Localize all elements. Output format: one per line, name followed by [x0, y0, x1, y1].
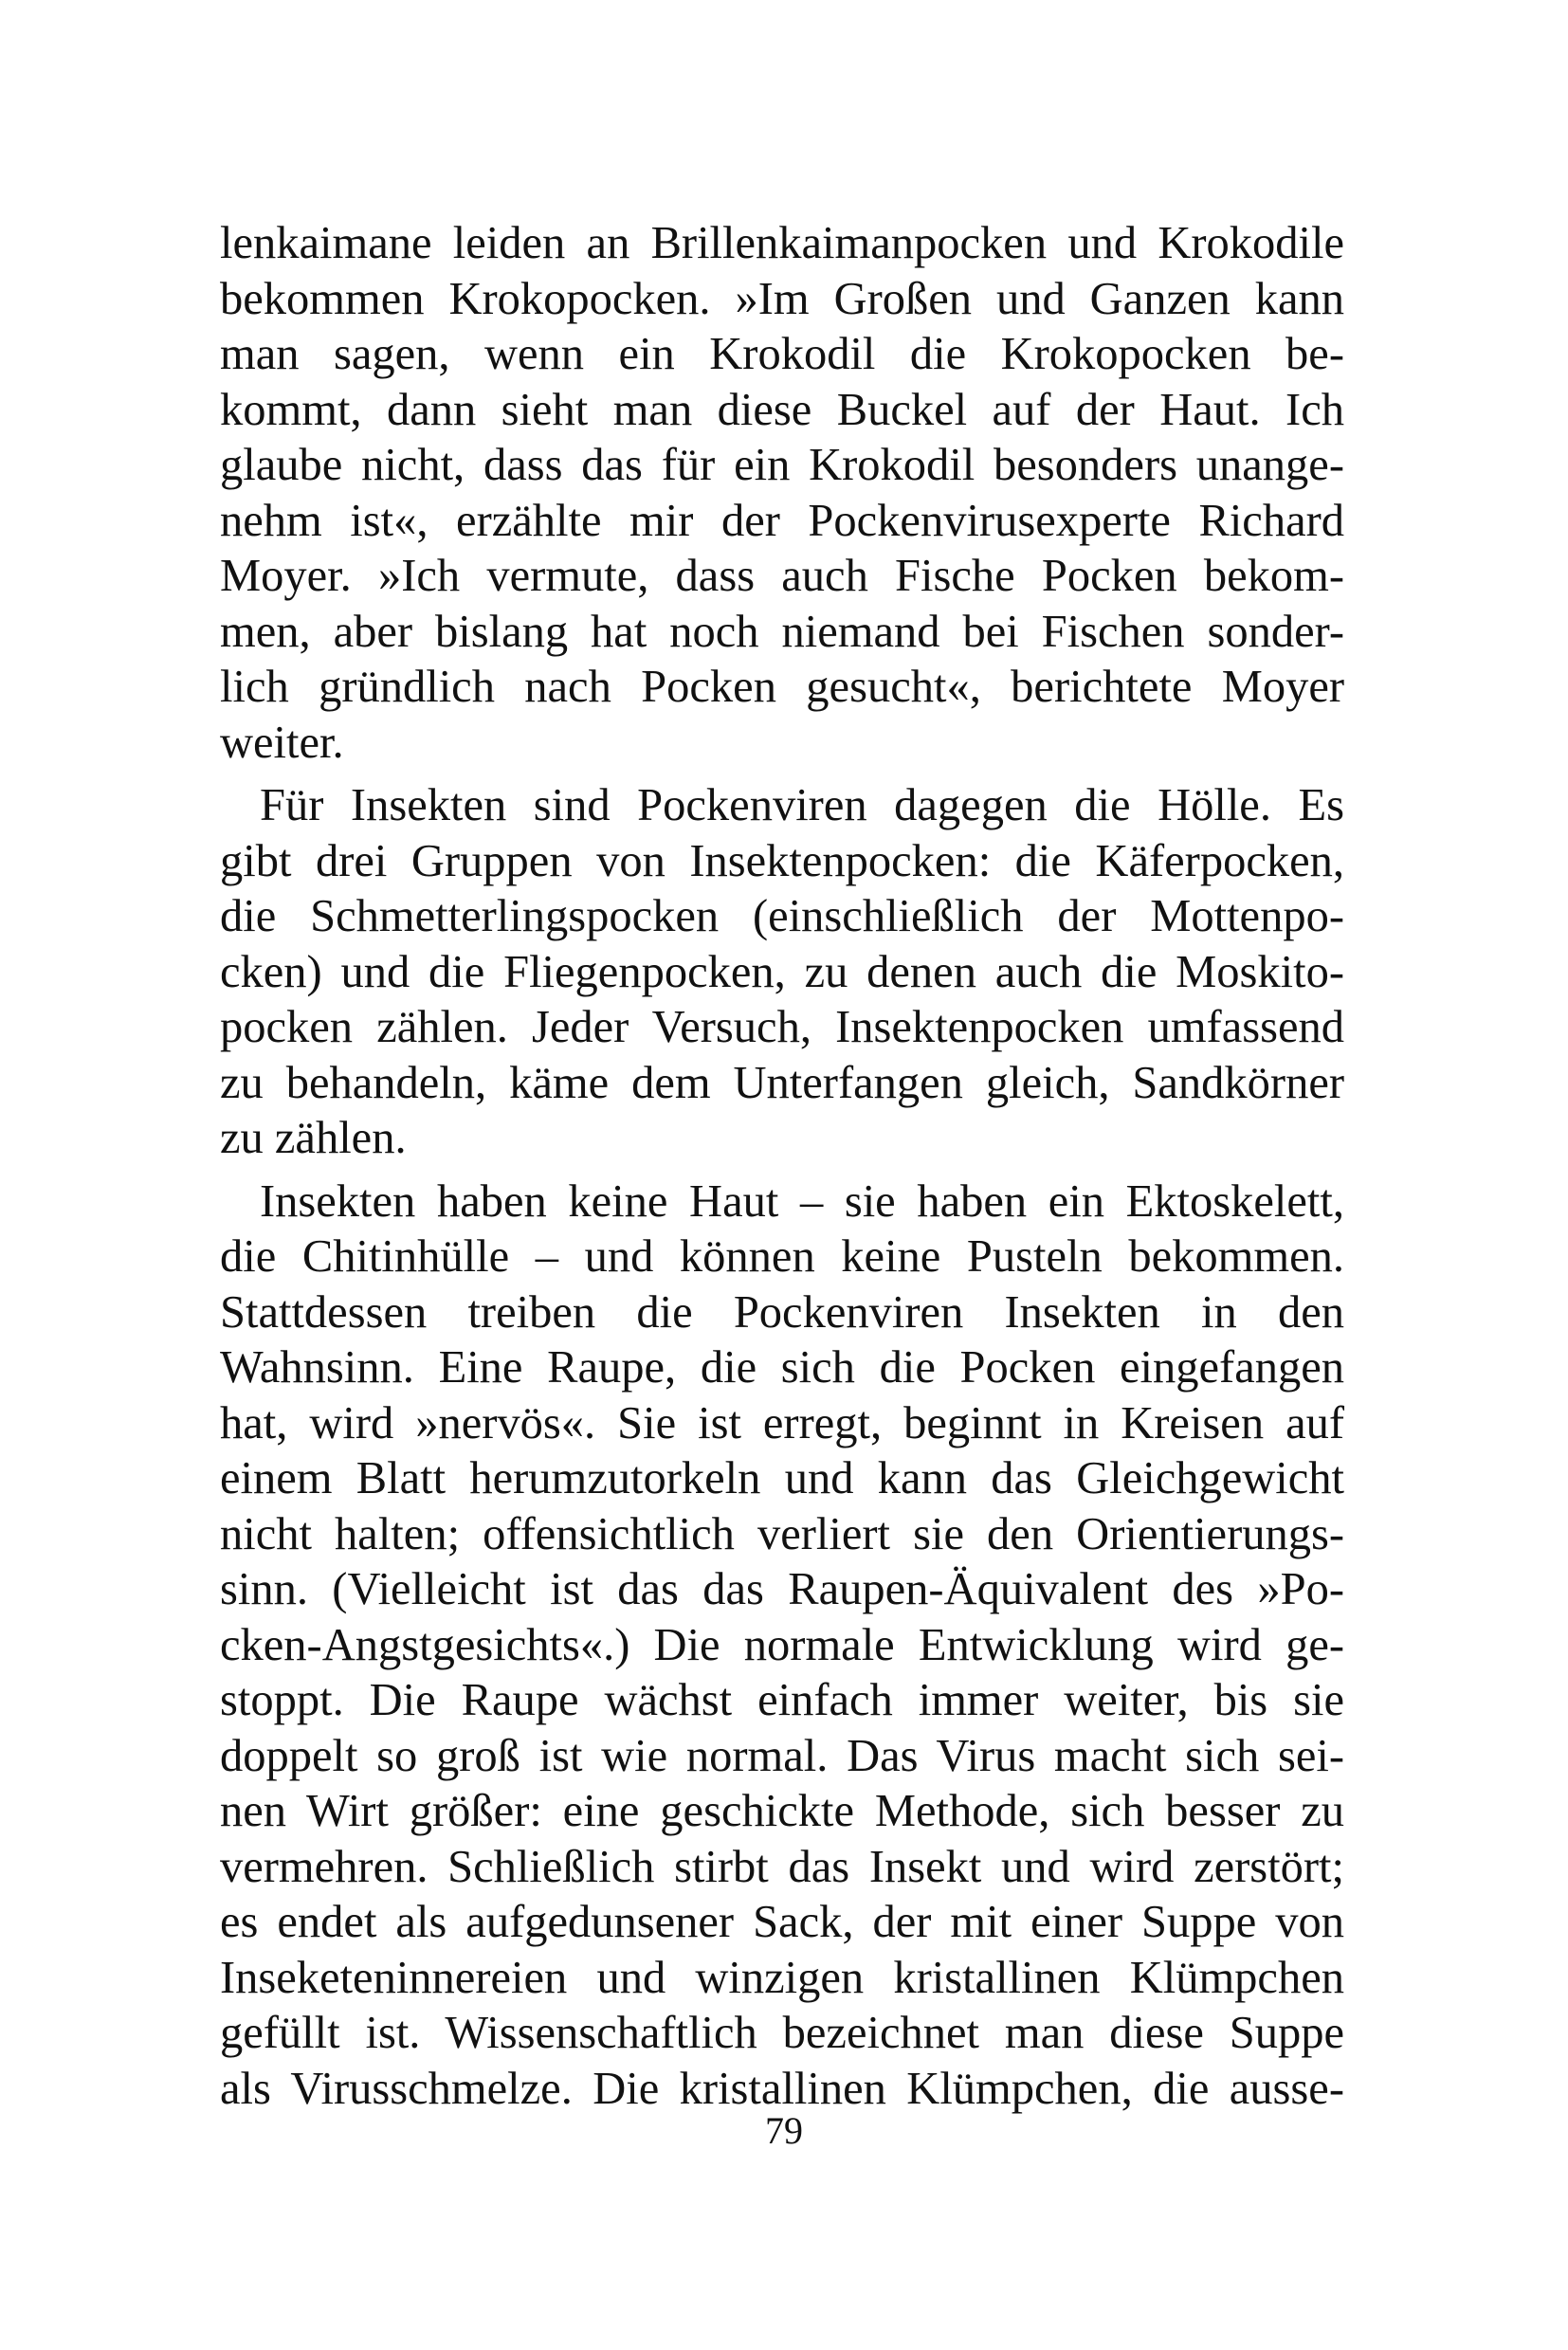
text-line: die Schmetterlingspocken (einschließlich der Mottenpo- — [220, 891, 1344, 941]
text-line: es endet als aufgedunsener Sack, der mit einer Suppe von — [220, 1897, 1344, 1947]
text-line: gefüllt ist. Wissenschaftlich bezeichnet man diese Suppe — [220, 2008, 1344, 2058]
text-line: vermehren. Schließlich stirbt das Insekt und wird zerstört; — [220, 1841, 1344, 1892]
text-line: als Virusschmelze. Die kristallinen Klümpchen, die ausse- — [220, 2063, 1344, 2114]
body-text — [220, 216, 1344, 2117]
text-line: weiter. — [220, 717, 344, 768]
text-line: Stattdessen treiben die Pockenviren Insekten in den — [220, 1286, 1344, 1338]
paragraph-3 — [220, 1175, 1344, 2118]
text-line: sinn. (Vielleicht ist das das Raupen-Äquivalent des »Po- — [220, 1564, 1344, 1614]
page-number: 79 — [765, 2109, 803, 2152]
paragraph-2 — [220, 778, 1344, 1167]
text-line: lich gründlich nach Pocken gesucht«, berichtete Moyer — [220, 662, 1344, 712]
text-line: doppelt so groß ist wie normal. Das Virus macht sich sei- — [220, 1730, 1344, 1781]
text-line: cken-Angstgesichts«.) Die normale Entwicklung wird ge- — [220, 1619, 1344, 1670]
text-line: lenkaimane leiden an Brillenkaimanpocken und Krokodile — [220, 218, 1344, 268]
text-line: Wahnsinn. Eine Raupe, die sich die Pocken eingefangen — [220, 1342, 1344, 1393]
text-line: kommt, dann sieht man diese Buckel auf der Haut. Ich — [220, 384, 1344, 435]
text-line: men, aber bislang hat noch niemand bei Fischen sonder- — [220, 606, 1344, 657]
text-line: nicht halten; offensichtlich verliert sie den Orientierungs- — [220, 1508, 1344, 1559]
text-line: bekommen Krokopocken. »Im Großen und Ganzen kann — [220, 273, 1344, 324]
text-line: gibt drei Gruppen von Insektenpocken: die Käferpocken, — [220, 835, 1344, 886]
text-line: cken) und die Fliegenpocken, zu denen auch die Moskito- — [220, 946, 1344, 997]
text-line: nen Wirt größer: eine geschickte Methode, sich besser zu — [220, 1786, 1344, 1836]
text-line: man sagen, wenn ein Krokodil die Krokopocken be- — [220, 329, 1344, 379]
text-line: einem Blatt herumzutorkeln und kann das Gleichgewicht — [220, 1453, 1344, 1503]
text-line: hat, wird »nervös«. Sie ist erregt, beginnt in Kreisen auf — [220, 1397, 1344, 1448]
text-line: Moyer. »Ich vermute, dass auch Fische Pocken bekom- — [220, 551, 1344, 601]
text-line: zu zählen. — [220, 1113, 407, 1163]
paragraph-1 — [220, 216, 1344, 771]
text-line: zu behandeln, käme dem Unterfangen gleich, Sandkörner — [220, 1057, 1344, 1108]
text-line: Für Insekten sind Pockenviren dagegen die Hölle. Es — [260, 780, 1344, 830]
text-line: stoppt. Die Raupe wächst einfach immer weiter, bis sie — [220, 1675, 1344, 1725]
text-line: pocken zählen. Jeder Versuch, Insektenpocken umfassend — [220, 1002, 1344, 1052]
text-line: Inseketeninnereien und winzigen kristallinen Klümpchen — [220, 1952, 1344, 2003]
text-line: nehm ist«, erzählte mir der Pockenvirusexperte Richard — [220, 495, 1344, 546]
text-line: glaube nicht, dass das für ein Krokodil besonders unange- — [220, 440, 1344, 490]
text-line: die Chitinhülle – und können keine Pusteln bekommen. — [220, 1231, 1344, 1282]
text-line: Insekten haben keine Haut – sie haben ein Ektoskelett, — [260, 1175, 1344, 1227]
